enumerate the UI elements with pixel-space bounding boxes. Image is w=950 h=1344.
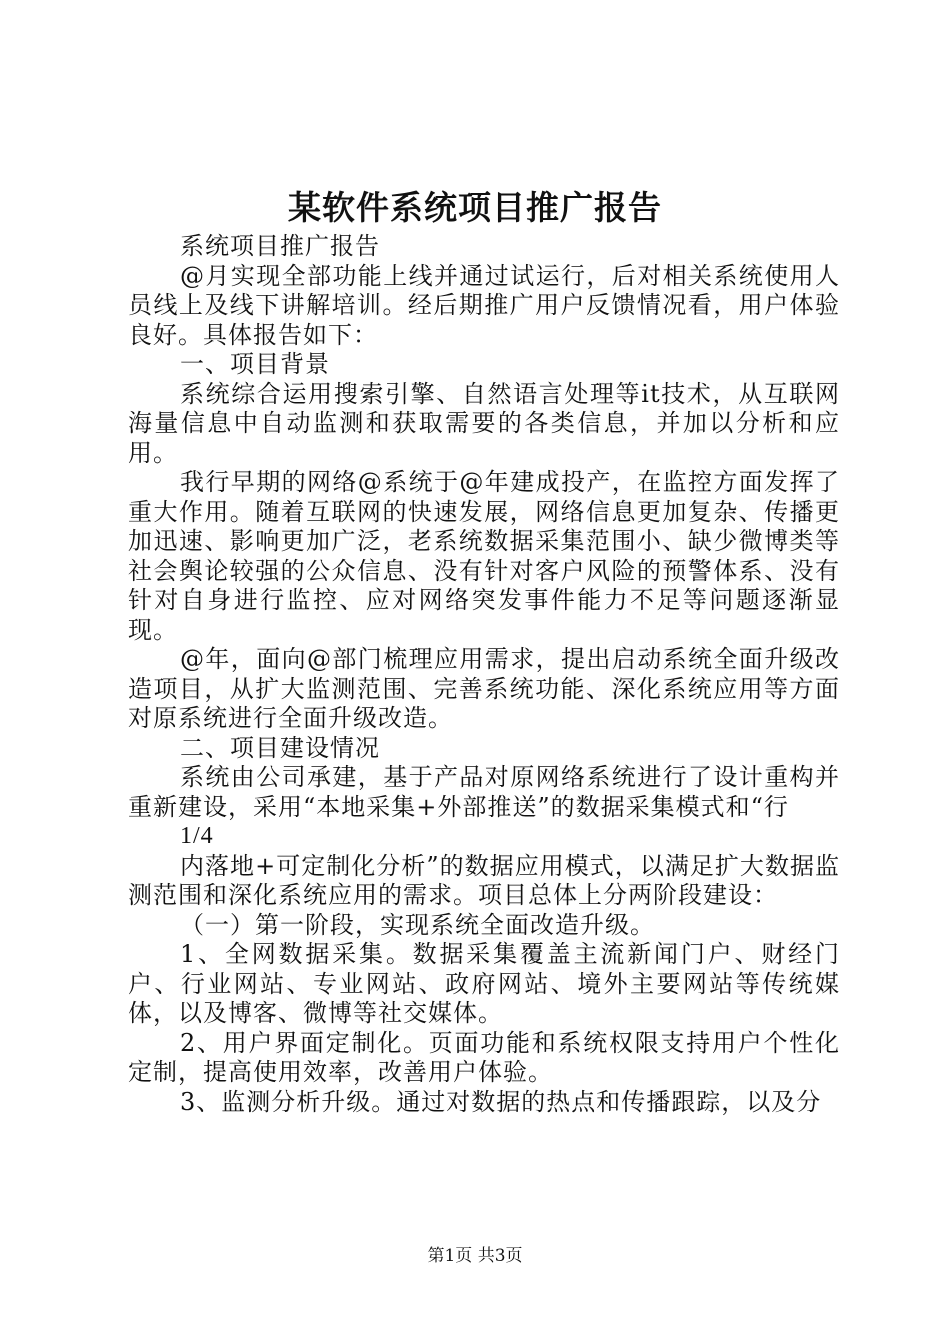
section-heading-background: 一、项目背景 (180, 350, 330, 378)
page-title: 某软件系统项目推广报告 (288, 188, 662, 227)
section-heading-construction: 二、项目建设情况 (180, 733, 380, 762)
page-fraction-marker: 1/4 (180, 823, 214, 849)
document-body (128, 232, 840, 1117)
phase-one-heading: （一）第一阶段，实现系统全面改造升级。 (180, 910, 655, 939)
intro-paragraph: @月实现全部功能上线并通过试运行，后对相关系统使用人员线上及线下讲解培训。经后期推广用户反馈情况看，用户体验良好。具体报告如下： (128, 261, 840, 349)
construction-paragraph-2: 内落地+可定制化分析”的数据应用模式，以满足扩大数据监测范围和深化系统应用的需求。项目总体上分两阶段建设： (128, 851, 840, 909)
construction-paragraph-1: 系统由公司承建，基于产品对原网络系统进行了设计重构并重新建设，采用“本地采集+外部推送”的数据采集模式和“行 (128, 763, 840, 821)
phase-one-item-2: 2、用户界面定制化。页面功能和系统权限支持用户个性化定制，提高使用效率，改善用户体验。 (128, 1028, 840, 1086)
background-paragraph-2: 我行早期的网络@系统于@年建成投产，在监控方面发挥了重大作用。随着互联网的快速发展，网络信息更加复杂、传播更加迅速、影响更加广泛，老系统数据采集范围小、缺少微博类等社会舆论较强的公众信息、没有针对客户风险的预警体系、没有针对自身进行监控、应对网络突发事件能力不足等问题逐渐显现。 (128, 468, 840, 644)
report-subtitle: 系统项目推广报告 (180, 232, 380, 260)
background-paragraph-1: 系统综合运用搜索引擎、自然语言处理等it技术，从互联网海量信息中自动监测和获取需要的各类信息，并加以分析和应用。 (128, 379, 840, 467)
phase-one-item-3: 3、监测分析升级。通过对数据的热点和传播跟踪，以及分 (180, 1087, 822, 1116)
page-footer: 第1页 共3页 (427, 1246, 523, 1266)
background-paragraph-3: @年，面向@部门梳理应用需求，提出启动系统全面升级改造项目，从扩大监测范围、完善系统功能、深化系统应用等方面对原系统进行全面升级改造。 (128, 645, 840, 732)
phase-one-item-1: 1、全网数据采集。数据采集覆盖主流新闻门户、财经门户、行业网站、专业网站、政府网站、境外主要网站等传统媒体，以及博客、微博等社交媒体。 (128, 940, 840, 1027)
